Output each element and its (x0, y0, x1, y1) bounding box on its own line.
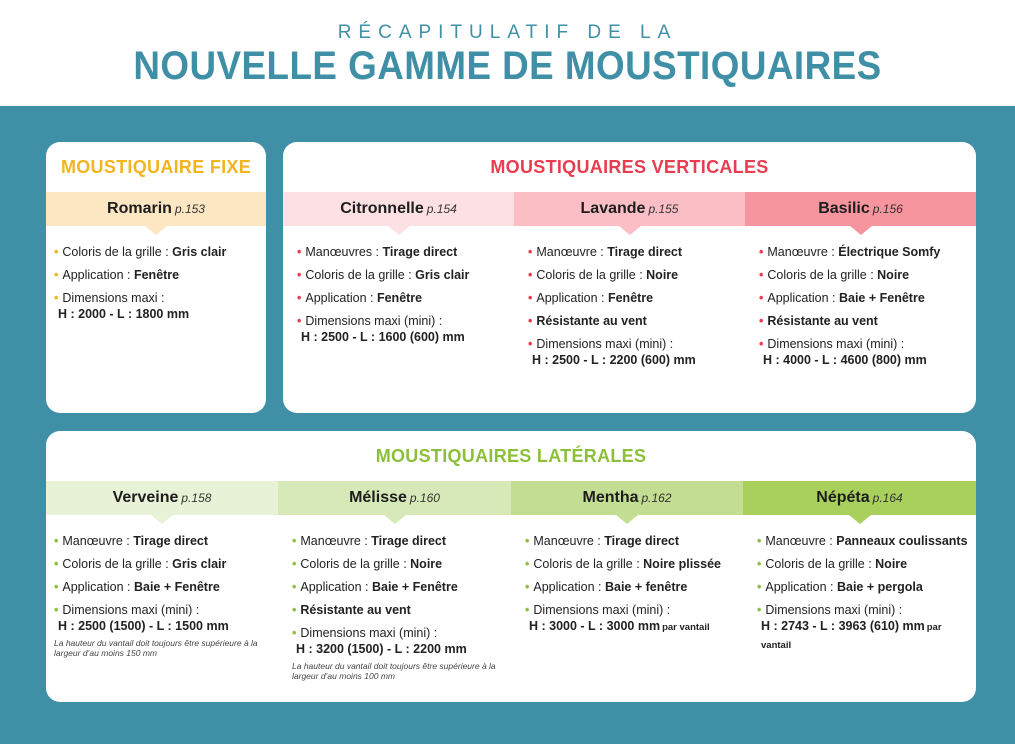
spec-item: • Dimensions maxi (mini) : H : 2500 (1500) - L : 1500 mm La hauteur du vantail doit toujours être supérieure à la largeur d’au moins 150 mm (54, 602, 274, 658)
spec-item: • Coloris de la grille : Gris clair (297, 268, 470, 282)
page-ref: p.156 (872, 202, 903, 216)
page-subtitle: RÉCAPITULATIF DE LA (337, 22, 678, 43)
spec-item: • Résistante au vent (292, 603, 411, 617)
header-arrow (384, 515, 406, 524)
col-melisse-header (278, 481, 511, 515)
spec-list (54, 244, 262, 329)
spec-item: • Manœuvre : Électrique Somfy (759, 245, 941, 259)
header-arrow (850, 226, 872, 235)
page-ref: p.162 (641, 491, 672, 505)
product-name: Mélisse (349, 489, 407, 506)
spec-list (525, 533, 739, 643)
header-arrow (619, 226, 641, 235)
spec-item: • Manœuvre : Tirage direct (54, 534, 209, 548)
col-citronnelle-header (283, 192, 514, 226)
header-arrow (151, 515, 173, 524)
col-melisse (278, 481, 511, 702)
col-romarin (46, 192, 266, 413)
header-arrow (849, 515, 871, 524)
card-verticales (283, 142, 976, 413)
col-romarin-header (46, 192, 266, 226)
page-header (0, 0, 1015, 106)
page-ref: p.158 (181, 491, 212, 505)
spec-item: • Coloris de la grille : Noire (528, 268, 679, 282)
col-mentha (511, 481, 743, 702)
spec-list (292, 533, 507, 688)
col-lavande (514, 192, 745, 413)
spec-item: • Application : Baie + Fenêtre (292, 580, 458, 594)
product-name: Lavande (580, 200, 646, 217)
product-name: Mentha (582, 489, 639, 506)
spec-item: • Résistante au vent (528, 314, 647, 328)
col-nepeta-header (743, 481, 976, 515)
spec-item: • Manœuvre : Panneaux coulissants (757, 534, 968, 548)
spec-item: • Manœuvre : Tirage direct (525, 534, 680, 548)
spec-list (54, 533, 274, 665)
col-lavande-header (514, 192, 745, 226)
card-laterales (46, 431, 976, 702)
spec-item: • Coloris de la grille : Gris clair (54, 245, 227, 259)
spec-item: • Coloris de la grille : Noire plissée (525, 557, 721, 571)
product-name: Romarin (107, 200, 172, 217)
spec-item: • Application : Baie + pergola (757, 580, 923, 594)
header-arrow (388, 226, 410, 235)
footnote: La hauteur du vantail doit toujours être supérieure à la largeur d’au moins 100 mm (292, 661, 496, 681)
col-verveine-header (46, 481, 278, 515)
spec-item: • Application : Fenêtre (297, 291, 423, 305)
spec-item: • Application : Fenêtre (54, 268, 180, 282)
spec-item: • Manœuvre : Tirage direct (528, 245, 683, 259)
page-ref: p.155 (648, 202, 679, 216)
col-verveine (46, 481, 278, 702)
card-fixe (46, 142, 266, 413)
spec-item: • Manœuvre : Tirage direct (292, 534, 447, 548)
page-ref: p.160 (409, 491, 440, 505)
page-ref: p.164 (872, 491, 903, 505)
page-ref: p.154 (426, 202, 457, 216)
spec-list (528, 244, 741, 375)
header-arrow (145, 226, 167, 235)
spec-item: • Résistante au vent (759, 314, 878, 328)
header-arrow (616, 515, 638, 524)
spec-item: • Application : Baie + Fenêtre (54, 580, 220, 594)
spec-item: • Manœuvres : Tirage direct (297, 245, 458, 259)
footnote: La hauteur du vantail doit toujours être supérieure à la largeur d’au moins 150 mm (54, 638, 258, 658)
product-name: Citronnelle (340, 200, 424, 217)
spec-item: • Application : Fenêtre (528, 291, 654, 305)
spec-list (759, 244, 972, 375)
col-nepeta (743, 481, 976, 702)
spec-item: • Coloris de la grille : Noire (757, 557, 908, 571)
spec-item: • Application : Baie + Fenêtre (759, 291, 925, 305)
spec-item: • Dimensions maxi (mini) : H : 3000 - L : 3000 mm par vantail (525, 603, 710, 633)
spec-item: • Dimensions maxi : H : 2000 - L : 1800 mm (54, 291, 190, 321)
spec-item: • Coloris de la grille : Noire (759, 268, 910, 282)
spec-item: • Dimensions maxi (mini) : H : 2500 - L : 1600 (600) mm (297, 314, 465, 344)
spec-item: • Coloris de la grille : Gris clair (54, 557, 227, 571)
spec-item: • Application : Baie + fenêtre (525, 580, 688, 594)
spec-list (297, 244, 510, 352)
spec-item: • Dimensions maxi (mini) : H : 2743 - L : 3963 (610) mm par vantail (757, 603, 942, 651)
card-fixe-title: MOUSTIQUAIRE FIXE (60, 157, 252, 177)
product-name: Népéta (816, 489, 870, 506)
spec-item: • Coloris de la grille : Noire (292, 557, 443, 571)
spec-list (757, 533, 972, 661)
card-verticales-title: MOUSTIQUAIRES VERTICALES (490, 157, 769, 177)
spec-item: • Dimensions maxi (mini) : H : 4000 - L : 4600 (800) mm (759, 337, 927, 367)
card-laterales-title: MOUSTIQUAIRES LATÉRALES (375, 446, 647, 466)
product-name: Basilic (818, 200, 870, 217)
page-title: NOUVELLE GAMME DE MOUSTIQUAIRES (133, 44, 882, 88)
col-mentha-header (511, 481, 743, 515)
product-name: Verveine (112, 489, 179, 506)
spec-item: • Dimensions maxi (mini) : H : 3200 (1500) - L : 2200 mm La hauteur du vantail doit toujours être supérieure à la largeur d’au moins 100 mm (292, 625, 507, 681)
page-ref: p.153 (174, 202, 205, 216)
spec-item: • Dimensions maxi (mini) : H : 2500 - L : 2200 (600) mm (528, 337, 696, 367)
col-basilic-header (745, 192, 976, 226)
col-citronnelle (283, 192, 514, 413)
col-basilic (745, 192, 976, 413)
